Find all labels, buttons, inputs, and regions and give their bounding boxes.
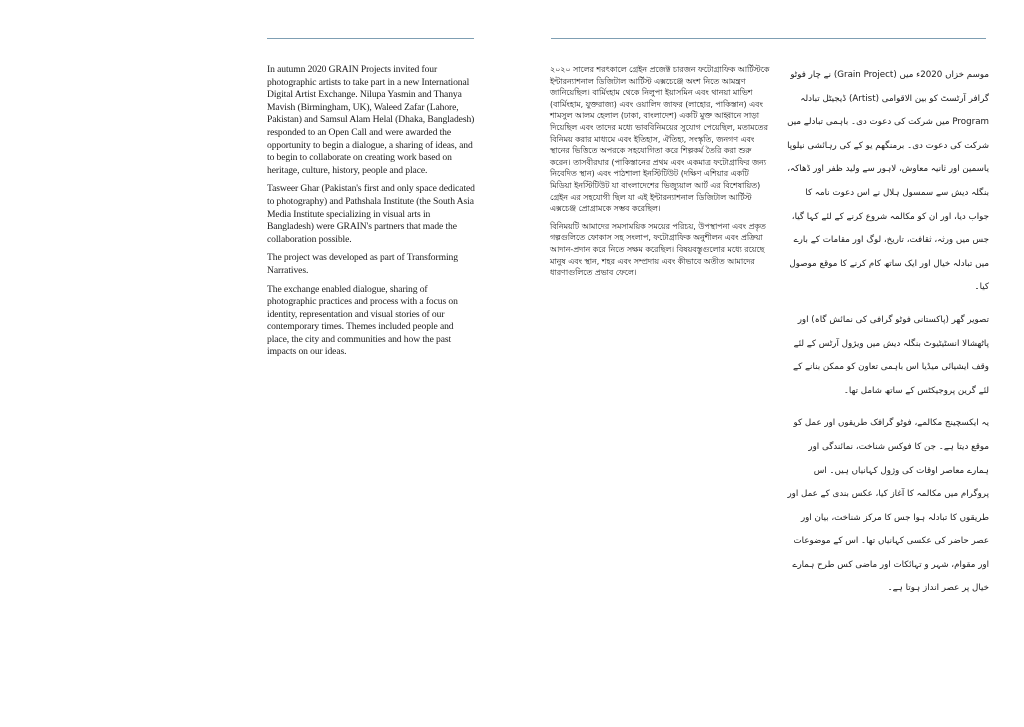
urdu-paragraph: تصویر گھر (پاکستانی فوٹو گرافی کی نمائش گاہ) اور پاٹھشالا انسٹیٹیوٹ بنگلہ دیش میں ویژول آرٹس کے لئے وقف ایشیائی میڈیا اس باہمی تعاون کو ممکن بنانے کے لئے گرین پروجیکٹس کے ساتھ شامل تھا۔: [792, 314, 989, 396]
bengali-paragraph: বিনিময়টি আমাদের সমসাময়িক সময়ের পরিচয়, উপস্থাপনা এবং প্রকৃত গল্পগুলিতে ফোকাস সহ সংলাপ, ফটোগ্রাফিক অনুশীলন এবং প্রক্রিয়া আদান-প্রদান করে নিতে সক্ষম করেছিল। বিষয়বস্তুগুলোর মধ্যে রয়েছে মানুষ এবং স্থান, শহর এবং সম্প্রদায় এবং কীভাবে অতীত আমাদের ধারণাগুলিতে প্রভাব ফেলে।: [550, 221, 766, 278]
english-paragraph: The exchange enabled dialogue, sharing of photographic practices and process with a focus on identity, representation and visual stories of our contemporary times. Themes included people and place, the city and communities and how the past impacts on our ideas.: [267, 283, 458, 358]
urdu-paragraph: یہ ایکسچینج مکالمے، فوٹو گرافک طریقوں اور عمل کو موقع دیتا ہے۔ جن کا فوکس شناخت، نمائندگی اور ہمارے معاصر اوقات کی وژول کہانیاں ہیں۔ اس پروگرام میں مکالمہ کا آغاز کیا، عکس بندی کے عمل اور طریقوں کا تبادلہ ہوا جس کا مرکز شناخت، بیان اور عصر حاضر کی عکسی کہانیاں تھا۔ اس کے موضوعات اور مقوام، شہر و تہائکات اور ماضی کس طرح ہمارے خیال پر عصر انداز ہوتا ہے۔: [787, 418, 989, 594]
bengali-text-column: [550, 64, 770, 285]
english-paragraph: Tasweer Ghar (Pakistan's first and only space dedicated to photography) and Pathshala Institute (the South Asia Media Institute specializing in visual arts in Bangladesh) were GRAIN's partners that made the collaboration possible.: [267, 183, 475, 245]
english-paragraph: The project was developed as part of Transforming Narratives.: [267, 252, 458, 276]
bengali-paragraph: ২০২০ সালের শরৎকালে গ্রেইন প্রজেক্ট চারজন ফটোগ্রাফিক আর্টিস্টকে ইন্টারন্যাশনাল ডিজিটাল আর্টিস্ট এক্সচেঞ্জে অংশ নিতে আমন্ত্রণ জানিয়েছিল। বার্মিংহাম থেকে নিলুপা ইয়াসমিন এবং থানয়া মাভিশ (বার্মিংহাম, যুক্তরাজ্য) এবং ওয়ালিদ জাফর (লাহোর, পাকিস্তান) এবং শামসুল আলম হেলাল (ঢাকা, বাংলাদেশ) একটি মুক্ত আহ্বানে সাড়া দিয়েছিল এবং তাদের মধ্যে ভাববিনিময়ের সুযোগ পেয়েছিল, মতামতের বিনিময় করার মাধ্যমে এবং ইতিহাস, ঐতিহ্য, সংস্কৃতি, জনগণ এবং স্থানের ভিত্তিতে অপরকে সহযোগিতা করে শিল্পকর্ম তৈরি করা শুরু করেন। তাসবীরঘার (পাকিস্তানের প্রথম এবং একমাত্র ফটোগ্রাফির জন্য নিবেদিত স্থান) এবং পাঠশালা ইনস্টিটিউট (দক্ষিণ এশিয়ার একটি মিডিয়া ইনস্টিটিউট যা বাংলাদেশের ভিজ্যুয়াল আর্ট এর বিশেষায়িত) গ্রেইন এর সহযোগী ছিল যা এই ইন্টারন্যাশনাল ডিজিটাল আর্টিস্ট এক্সচেঞ্জ প্রোগ্রামকে সম্ভব করেছিল।: [550, 65, 770, 214]
right-columns-rule: [551, 38, 986, 39]
urdu-text-column: [786, 64, 989, 610]
english-text-column: [267, 64, 477, 365]
urdu-paragraph: موسم خزاں 2020ء میں (Grain Project) نے چار فوٹو گرافر آرٹسٹ کو بین الاقوامی (Artist) ڈیجیٹل تبادلہ Program میں شرکت کی دعوت دی۔ باہمی تبادلے میں شرکت کی دعوت دی۔ برمنگھم یو کے کی رہائشی نیلوپا یاسمین اور ثانیہ معاوش، لاہور سے ولید ظفر اور ڈھاکہ، بنگلہ دیش سے سمسول ہلال نے اس دعوت نامہ کا جواب دیا، اور ان کو مکالمہ شروع کرنے کے لئے کہا گیا، جس میں ورثہ، ثقافت، تاریخ، لوگ اور مقامات کے بارے میں تبادلہ خیال اور ایک ساتھ کام کرنے کا موقع موصول کیا۔: [787, 70, 989, 293]
left-column-rule: [267, 38, 474, 39]
english-paragraph: In autumn 2020 GRAIN Projects invited four photographic artists to take part in a new International Digital Artist Exchange. Nilupa Yasmin and Thanya Mavish (Birmingham, UK), Waleed Zafar (Lahore, Pakistan) and Samsul Alam Helal (Dhaka, Bangladesh) responded to an Open Call and were awarded the opportunity to begin a dialogue, a sharing of ideas, and to begin to collaborate on creating work based on heritage, culture, history, people and place.: [267, 64, 475, 176]
